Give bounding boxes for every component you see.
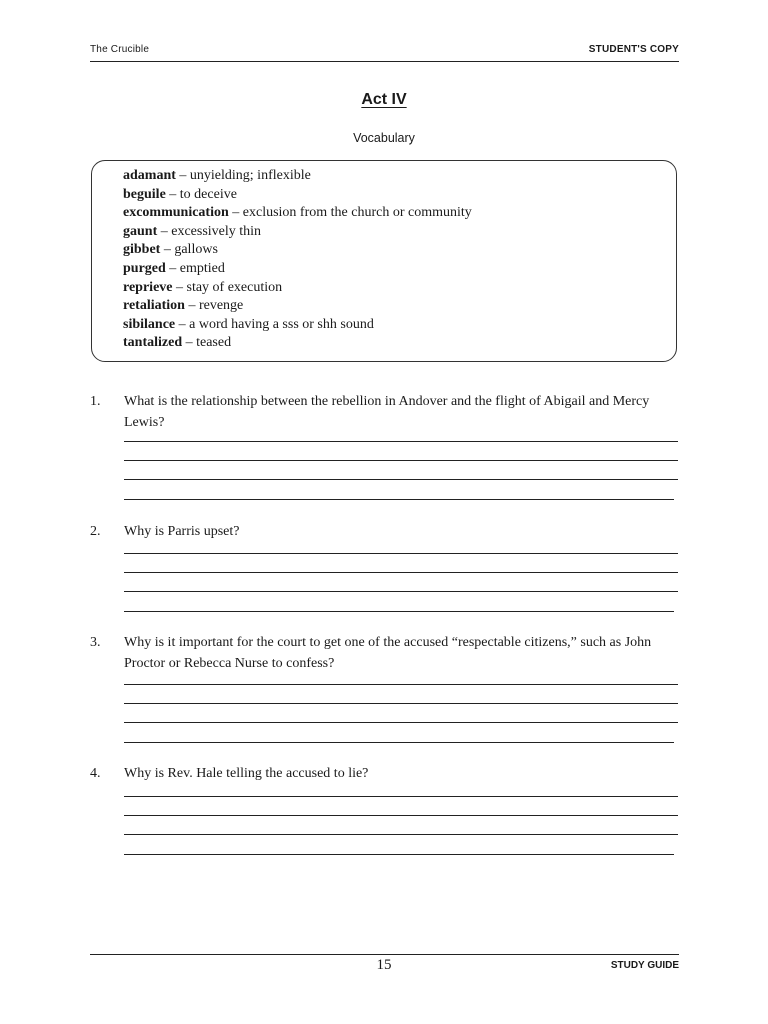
vocab-term: sibilance (123, 316, 176, 332)
answer-line[interactable] (124, 722, 678, 723)
answer-line[interactable] (124, 742, 674, 743)
vocab-item (123, 186, 472, 205)
answer-lines[interactable] (124, 553, 678, 630)
vocab-definition: – a word having a sss or shh sound (175, 316, 374, 332)
footer-label: STUDY GUIDE (610, 960, 679, 971)
footer-divider (90, 954, 679, 955)
vocab-definition: – gallows (160, 242, 218, 258)
answer-line[interactable] (124, 591, 678, 592)
vocab-definition: – teased (182, 335, 232, 351)
question-number: 3. (90, 635, 101, 650)
answer-line[interactable] (124, 834, 678, 835)
question-number: 4. (90, 766, 101, 781)
question-text: Why is it important for the court to get one of the accused “respectable citizens,” such as John Proctor or Rebecca Nurse to confess? (124, 635, 652, 671)
vocab-term: adamant (123, 168, 176, 183)
answer-line[interactable] (124, 441, 678, 442)
answer-line[interactable] (124, 796, 678, 797)
vocab-definition: – stay of execution (172, 279, 283, 295)
vocab-definition: – excessively thin (157, 223, 262, 239)
page-title-text: Act IV (361, 91, 407, 108)
vocab-item (123, 316, 472, 335)
question-number: 1. (90, 394, 101, 409)
answer-line[interactable] (124, 703, 678, 704)
header-divider (90, 61, 679, 62)
header-title: The Crucible (90, 44, 150, 55)
vocab-term: retaliation (123, 298, 185, 314)
vocab-term: purged (123, 260, 166, 276)
answer-lines[interactable] (124, 796, 678, 873)
vocab-item (123, 279, 472, 298)
page-number: 15 (376, 957, 392, 973)
answer-line[interactable] (124, 684, 678, 685)
vocab-item (123, 297, 472, 316)
vocab-term: tantalized (123, 335, 183, 351)
vocab-term: gaunt (123, 223, 158, 239)
vocab-definition: – exclusion from the church or community (228, 205, 472, 221)
vocabulary-heading: Vocabulary (353, 131, 415, 145)
vocab-definition: – unyielding; inflexible (175, 168, 311, 183)
vocab-definition: – revenge (184, 298, 244, 314)
answer-line[interactable] (124, 499, 674, 500)
vocab-definition: – to deceive (165, 186, 237, 202)
vocab-term: beguile (123, 186, 166, 202)
question-number: 2. (90, 524, 101, 539)
answer-lines[interactable] (124, 684, 678, 761)
answer-line[interactable] (124, 815, 678, 816)
header-copy-label: STUDENT'S COPY (588, 44, 679, 55)
vocab-item (123, 204, 472, 223)
vocab-item (123, 334, 472, 353)
answer-line[interactable] (124, 553, 678, 554)
vocab-term: reprieve (123, 279, 173, 295)
vocab-term: gibbet (123, 242, 161, 258)
answer-line[interactable] (124, 611, 674, 612)
vocab-item (123, 241, 472, 260)
answer-line[interactable] (124, 572, 678, 573)
answer-line[interactable] (124, 460, 678, 461)
answer-line[interactable] (124, 479, 678, 480)
vocab-item (123, 223, 472, 242)
vocabulary-list (123, 167, 472, 353)
vocab-definition: – emptied (165, 260, 225, 276)
question-text: What is the relationship between the rebellion in Andover and the flight of Abigail and Mercy Lewis? (124, 394, 650, 430)
page-title (0, 91, 768, 109)
answer-line[interactable] (124, 854, 674, 855)
question-text: Why is Rev. Hale telling the accused to lie? (124, 766, 369, 781)
answer-lines[interactable] (124, 441, 678, 518)
vocab-term: excommunication (123, 205, 229, 221)
vocab-item (123, 167, 472, 186)
vocab-item (123, 260, 472, 279)
question-text: Why is Parris upset? (124, 524, 240, 539)
